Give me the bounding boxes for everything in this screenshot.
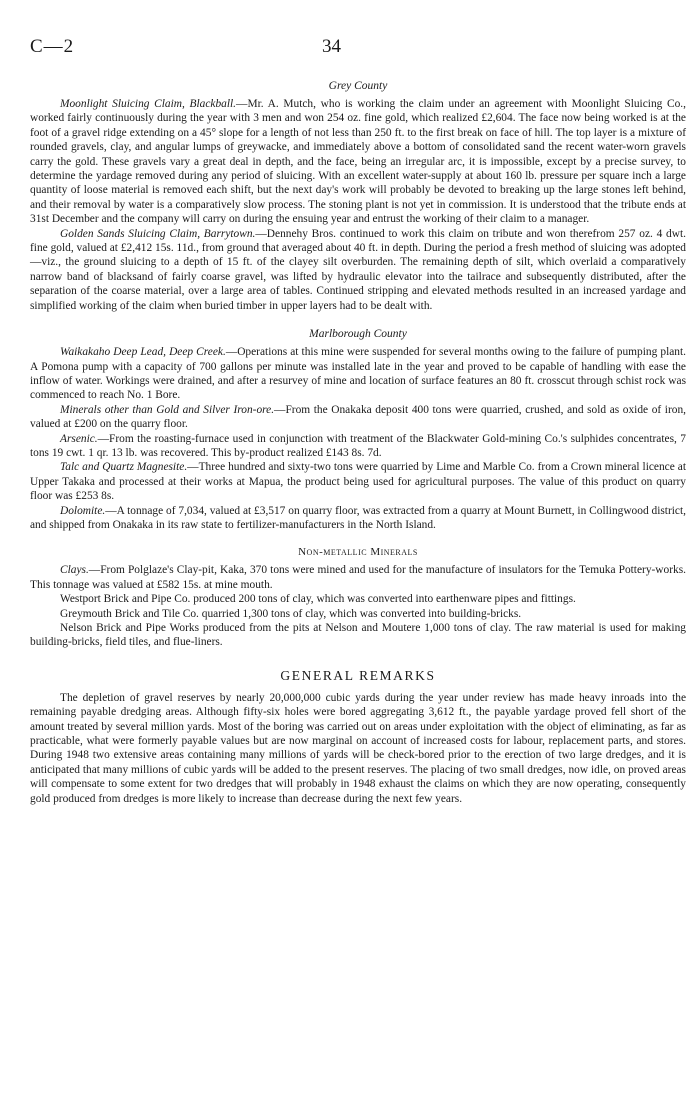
paragraph-text: Nelson Brick and Pipe Works produced from the pits at Nelson and Moutere 1,000 tons of clay. The raw material is used for making building-bricks, field tiles, and flue-liners. xyxy=(30,622,686,649)
paragraph-lead: Talc and Quartz Magnesite. xyxy=(60,461,188,474)
paragraph-lead: Moonlight Sluicing Claim, Blackball. xyxy=(60,98,237,110)
grey-county-section xyxy=(30,80,686,313)
section-code: C—2 xyxy=(30,36,75,57)
paragraph-lead: Clays. xyxy=(60,564,89,577)
paragraph-text: —From the roasting-furnace used in conjunction with treatment of the Blackwater Gold-mining Co.'s sulphides concentrates, 7 tons 19 cwt. 1 qr. 13 lb. was recovered. This by-product realized £143 8s. 7d. xyxy=(30,432,686,459)
general-remarks-heading: GENERAL REMARKS xyxy=(280,667,436,683)
document-page xyxy=(30,36,686,806)
paragraph-text: —Mr. A. Mutch, who is working the claim under an agreement with Moonlight Sluicing Co., worked fairly continuously during the year with 3 men and won 254 oz. fine gold, which realized £2,604. The face now being worked is at the foot of a gravel ridge extending on a 45° slope for a length of not less than 250 ft. to the first break on face of hill. The top layer is a mixture of rounded gravels, clay, and angular lumps of greywacke, and immediately above a bottom of consolidated sand the recent water-worn gravels carry the gold. These gravels vary a great deal in depth, and the face, being an irregular arc, it is impossible, except by a precise survey, to determine the yardage removed during any period of sluicing. With an excellent water-supply at about 160 lb. pressure per square inch a large quantity of loose material is removed each shift, but the next day's work will probably be devoted to breaking up the large stones left behind, and their removal by water is a comparatively slow process. The stoning plant is not yet in commission. It is understood that the tribute ends at 31st December and the company will carry on during the ensuing year and entrust the working of their claim to a manager. xyxy=(30,98,687,226)
paragraph-text: —A tonnage of 7,034, valued at £3,517 on quarry floor, was extracted from a quarry at Mount Burnett, in Collingwood district, and shipped from Onakaka in its raw state to fertilizer-manufacturers in the North Island. xyxy=(30,504,686,531)
waikakaho-paragraph xyxy=(30,345,686,403)
non-metallic-minerals-heading: Non-metallic Minerals xyxy=(298,546,418,559)
paragraph-lead: Arsenic. xyxy=(60,432,98,445)
marlborough-county-section xyxy=(30,328,686,532)
talc-magnesite-paragraph xyxy=(30,460,686,503)
page-number: 34 xyxy=(322,36,341,57)
paragraph-lead: Waikakaho Deep Lead, Deep Creek. xyxy=(60,346,226,359)
paragraph-text: The depletion of gravel reserves by nearly 20,000,000 cubic yards during the year under review has made heavy inroads into the remaining payable dredging areas. Although fifty-six holes were bored aggregating 3,612 ft., the payable yardage proved fell short of the amount treated by several million yards. Most of the boring was carried out on areas under exploitation with the object of eliminating, as far as practicable, what were formerly payable values but are now marginal on account of increased costs for labour, replacement parts, and stores. During 1948 two extensive areas containing many millions of yards will be check-bored prior to the erection of two large dredges, and it is anticipated that many millions of cubic yards will be added to the present reserves. The placing of two small dredges, now idle, on proved areas will compensate to some extent for two dredges that will probably in 1948 exhaust the claims on which they are now operating, consequently gold produced from dredges is more likely to increase than decrease during the next few years. xyxy=(30,691,686,805)
iron-ore-paragraph xyxy=(30,403,686,432)
paragraph-text: —From Polglaze's Clay-pit, Kaka, 370 tons were mined and used for the manufacture of insulators for the Temuka Pottery-works. This tonnage was valued at £582 15s. at mine mouth. xyxy=(30,564,686,591)
grey-county-heading: Grey County xyxy=(328,80,388,92)
non-metallic-minerals-section xyxy=(30,546,686,649)
paragraph-text: —Operations at this mine were suspended for several months owing to the failure of pumping plant. A Pomona pump with a capacity of 700 gallons per minute was installed late in the year and proved to be capable of handling with ease the inflow of water. Workings were drained, and after a resurvey of mine and location of surface features an 80 ft. crosscut through schist rock was commenced to reach No. 1 Bore. xyxy=(30,346,686,402)
paragraph-lead: Minerals other than Gold and Silver Iron-ore. xyxy=(60,403,275,416)
moonlight-claim-paragraph xyxy=(30,97,686,227)
general-remarks-paragraph xyxy=(30,691,686,806)
westport-paragraph xyxy=(30,592,686,606)
paragraph-text: —From the Onakaka deposit 400 tons were quarried, crushed, and sold as oxide of iron, valued at £200 on the quarry floor. xyxy=(30,403,686,431)
arsenic-paragraph xyxy=(30,432,686,461)
paragraph-lead: Dolomite. xyxy=(60,504,106,517)
paragraph-text: —Dennehy Bros. continued to work this claim on tribute and won therefrom 257 oz. 4 dwt. fine gold, valued at £2,412 15s. 11d., from ground that averaged about 40 ft. in depth. During the period a fresh method of sluicing was adopted—viz., the ground sluicing to a depth of 15 ft. of the clayey silt overburden. The remaining depth of silt, which overlaid a comparatively narrow band of blacksand of fairly coarse gravel, was lifted by hydraulic elevator into the tailrace and subsequently distributed, after the separation of the coarse material, over a large area of tables. Continued stripping and elevated methods resulted in an increased yardage and simplified working of the claim when buried timber in upper layers had to be dealt with. xyxy=(30,227,686,312)
running-head xyxy=(30,36,686,62)
paragraph-lead: Golden Sands Sluicing Claim, Barrytown. xyxy=(60,227,256,240)
paragraph-text: Greymouth Brick and Tile Co. quarried 1,300 tons of clay, which was converted into building-bricks. xyxy=(60,607,522,620)
marlborough-county-heading: Marlborough County xyxy=(309,328,407,341)
greymouth-paragraph xyxy=(30,607,686,621)
general-remarks-section xyxy=(30,668,686,806)
nelson-paragraph xyxy=(30,621,686,650)
clays-paragraph xyxy=(30,563,686,592)
paragraph-text: Westport Brick and Pipe Co. produced 200 tons of clay, which was converted into earthenware pipes and fittings. xyxy=(60,593,576,606)
golden-sands-claim-paragraph xyxy=(30,227,686,313)
dolomite-paragraph xyxy=(30,504,686,533)
paragraph-text: —Three hundred and sixty-two tons were quarried by Lime and Marble Co. from a Crown mineral licence at Upper Takaka and processed at their works at Mapua, the product being used for agricultural purposes. The value of this product on quarry floor was £253 8s. xyxy=(30,461,686,503)
